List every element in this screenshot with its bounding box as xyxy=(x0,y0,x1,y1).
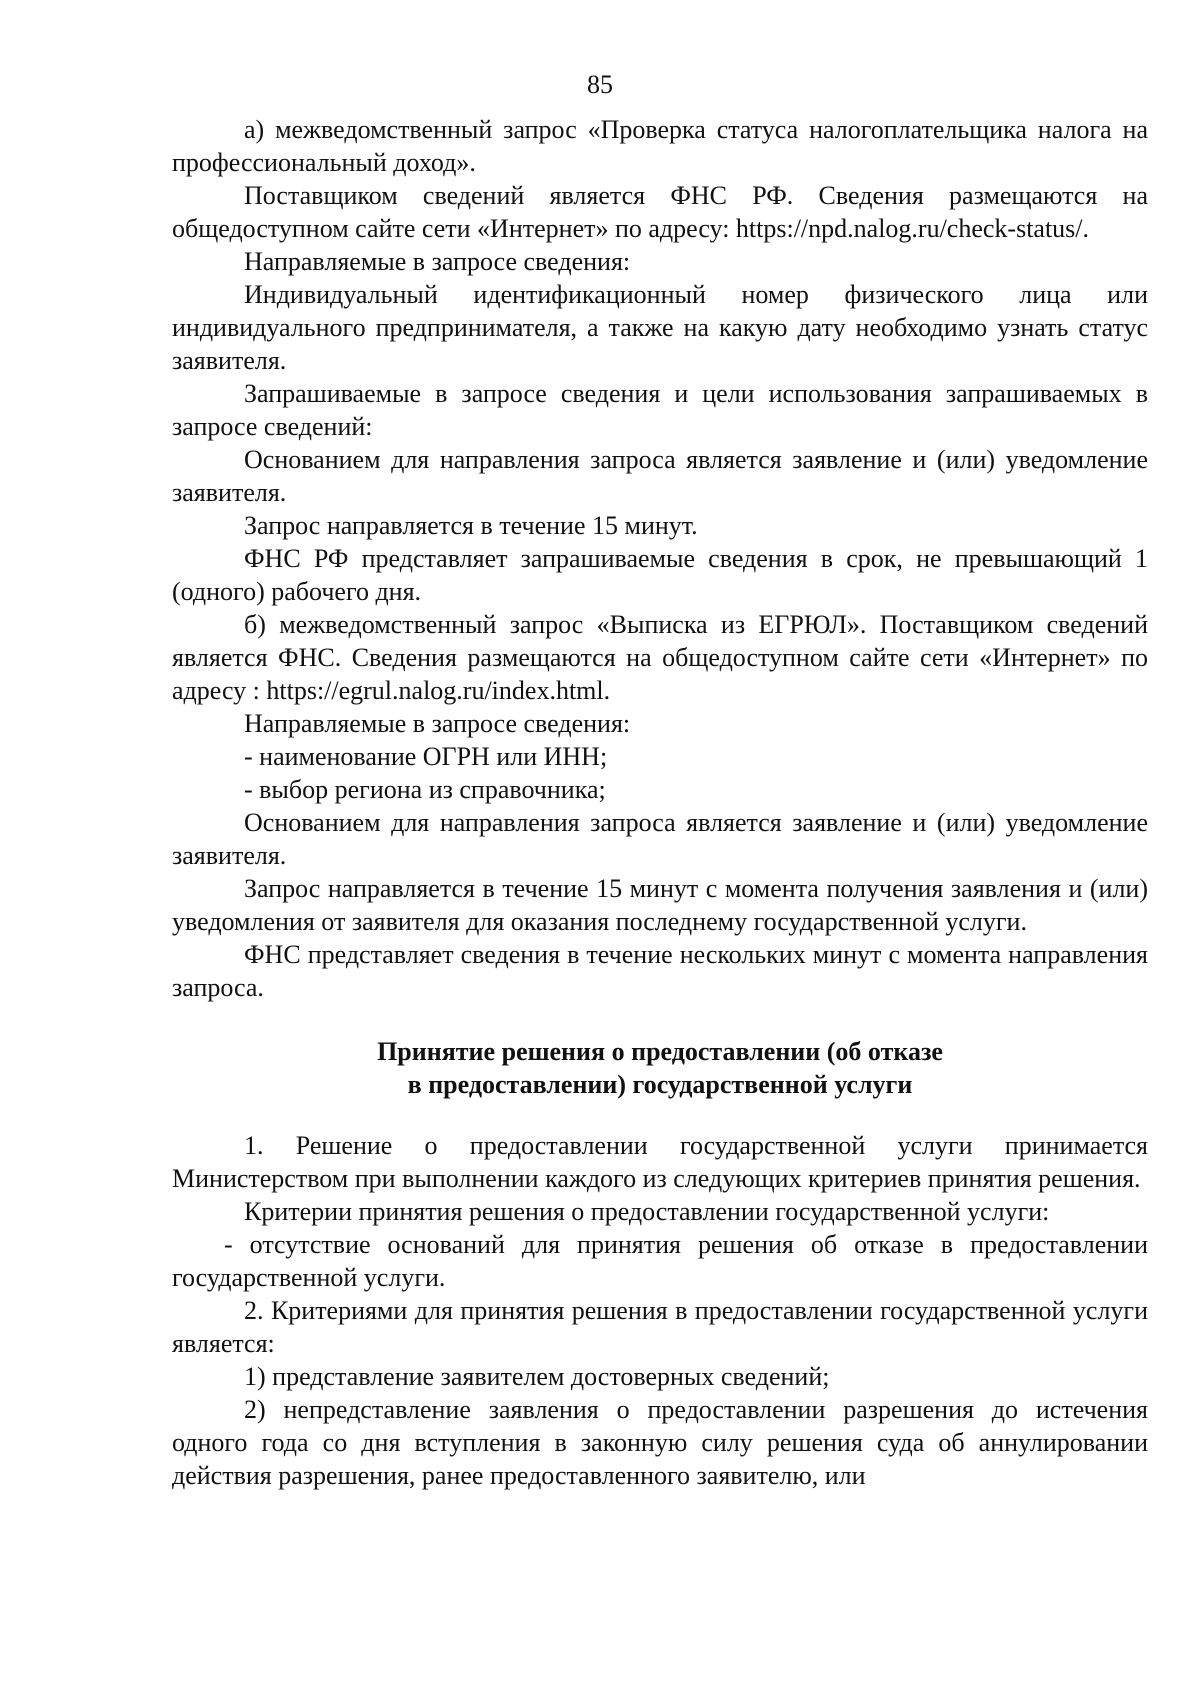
paragraph-request-timing-b: Запрос направляется в течение 15 минут с момента получения заявления и (или) уведомления от заявителя для оказания последнему государственной услуги. xyxy=(172,874,1148,936)
document-body xyxy=(172,113,1148,1492)
paragraph-request-a: а) межведомственный запрос «Проверка статуса налогоплательщика налога на профессиональный доход». xyxy=(172,115,1148,177)
section-heading-line-2: в предоставлении) государственной услуги xyxy=(407,1070,913,1099)
paragraph-decision-1: 1. Решение о предоставлении государственной услуги принимается Министерством при выполнении каждого из следующих критериев принятия решения. xyxy=(172,1131,1148,1193)
paragraph-fns-response-b: ФНС представляет сведения в течение нескольких минут с момента направления запроса. xyxy=(172,940,1148,1002)
list-item-region: - выбор региона из справочника; xyxy=(244,775,606,804)
section-heading-line-1: Принятие решения о предоставлении (об отказе xyxy=(377,1037,943,1066)
page-number: 85 xyxy=(587,70,613,99)
paragraph-basis-request: Основанием для направления запроса является заявление и (или) уведомление заявителя. xyxy=(172,445,1148,507)
list-item-no-refusal-grounds: - отсутствие оснований для принятия решения об отказе в предоставлении государственной услуги. xyxy=(172,1230,1148,1292)
paragraph-criteria-heading: Критерии принятия решения о предоставлении государственной услуги: xyxy=(244,1197,1050,1226)
section-heading xyxy=(172,1035,1148,1101)
paragraph-requested-data-purpose: Запрашиваемые в запросе сведения и цели использования запрашиваемых в запросе сведений: xyxy=(172,379,1148,441)
paragraph-supplier-fns-rf: Поставщиком сведений является ФНС РФ. Сведения размещаются на общедоступном сайте сети «Интернет» по адресу: https://npd.nalog.ru/check-status/. xyxy=(172,181,1148,243)
paragraph-basis-request-b: Основанием для направления запроса является заявление и (или) уведомление заявителя. xyxy=(172,808,1148,870)
paragraph-sent-data-heading: Направляемые в запросе сведения: xyxy=(244,247,631,276)
list-item-no-application: 2) непредставление заявления о предоставлении разрешения до истечения одного года со дня вступления в законную силу решения суда об аннулировании действия разрешения, ранее предоставленного заявителю, или xyxy=(172,1395,1148,1490)
paragraph-fns-response-term: ФНС РФ представляет запрашиваемые сведения в срок, не превышающий 1 (одного) рабочего дня. xyxy=(172,544,1148,606)
paragraph-decision-2: 2. Критериями для принятия решения в предоставлении государственной услуги является: xyxy=(172,1296,1148,1358)
list-item-reliable-info: 1) представление заявителем достоверных сведений; xyxy=(244,1362,830,1391)
paragraph-sent-data-heading-b: Направляемые в запросе сведения: xyxy=(244,709,631,738)
paragraph-request-b: б) межведомственный запрос «Выписка из ЕГРЮЛ». Поставщиком сведений является ФНС. Сведения размещаются на общедоступном сайте сети «Интернет» по адресу : https://egrul.nalog.ru/index.html. xyxy=(172,610,1148,705)
paragraph-request-timing: Запрос направляется в течение 15 минут. xyxy=(244,511,698,540)
paragraph-inn-details: Индивидуальный идентификационный номер физического лица или индивидуального предпринимателя, а также на какую дату необходимо узнать статус заявителя. xyxy=(172,280,1148,375)
list-item-ogrn-inn: - наименование ОГРН или ИНН; xyxy=(244,742,608,771)
